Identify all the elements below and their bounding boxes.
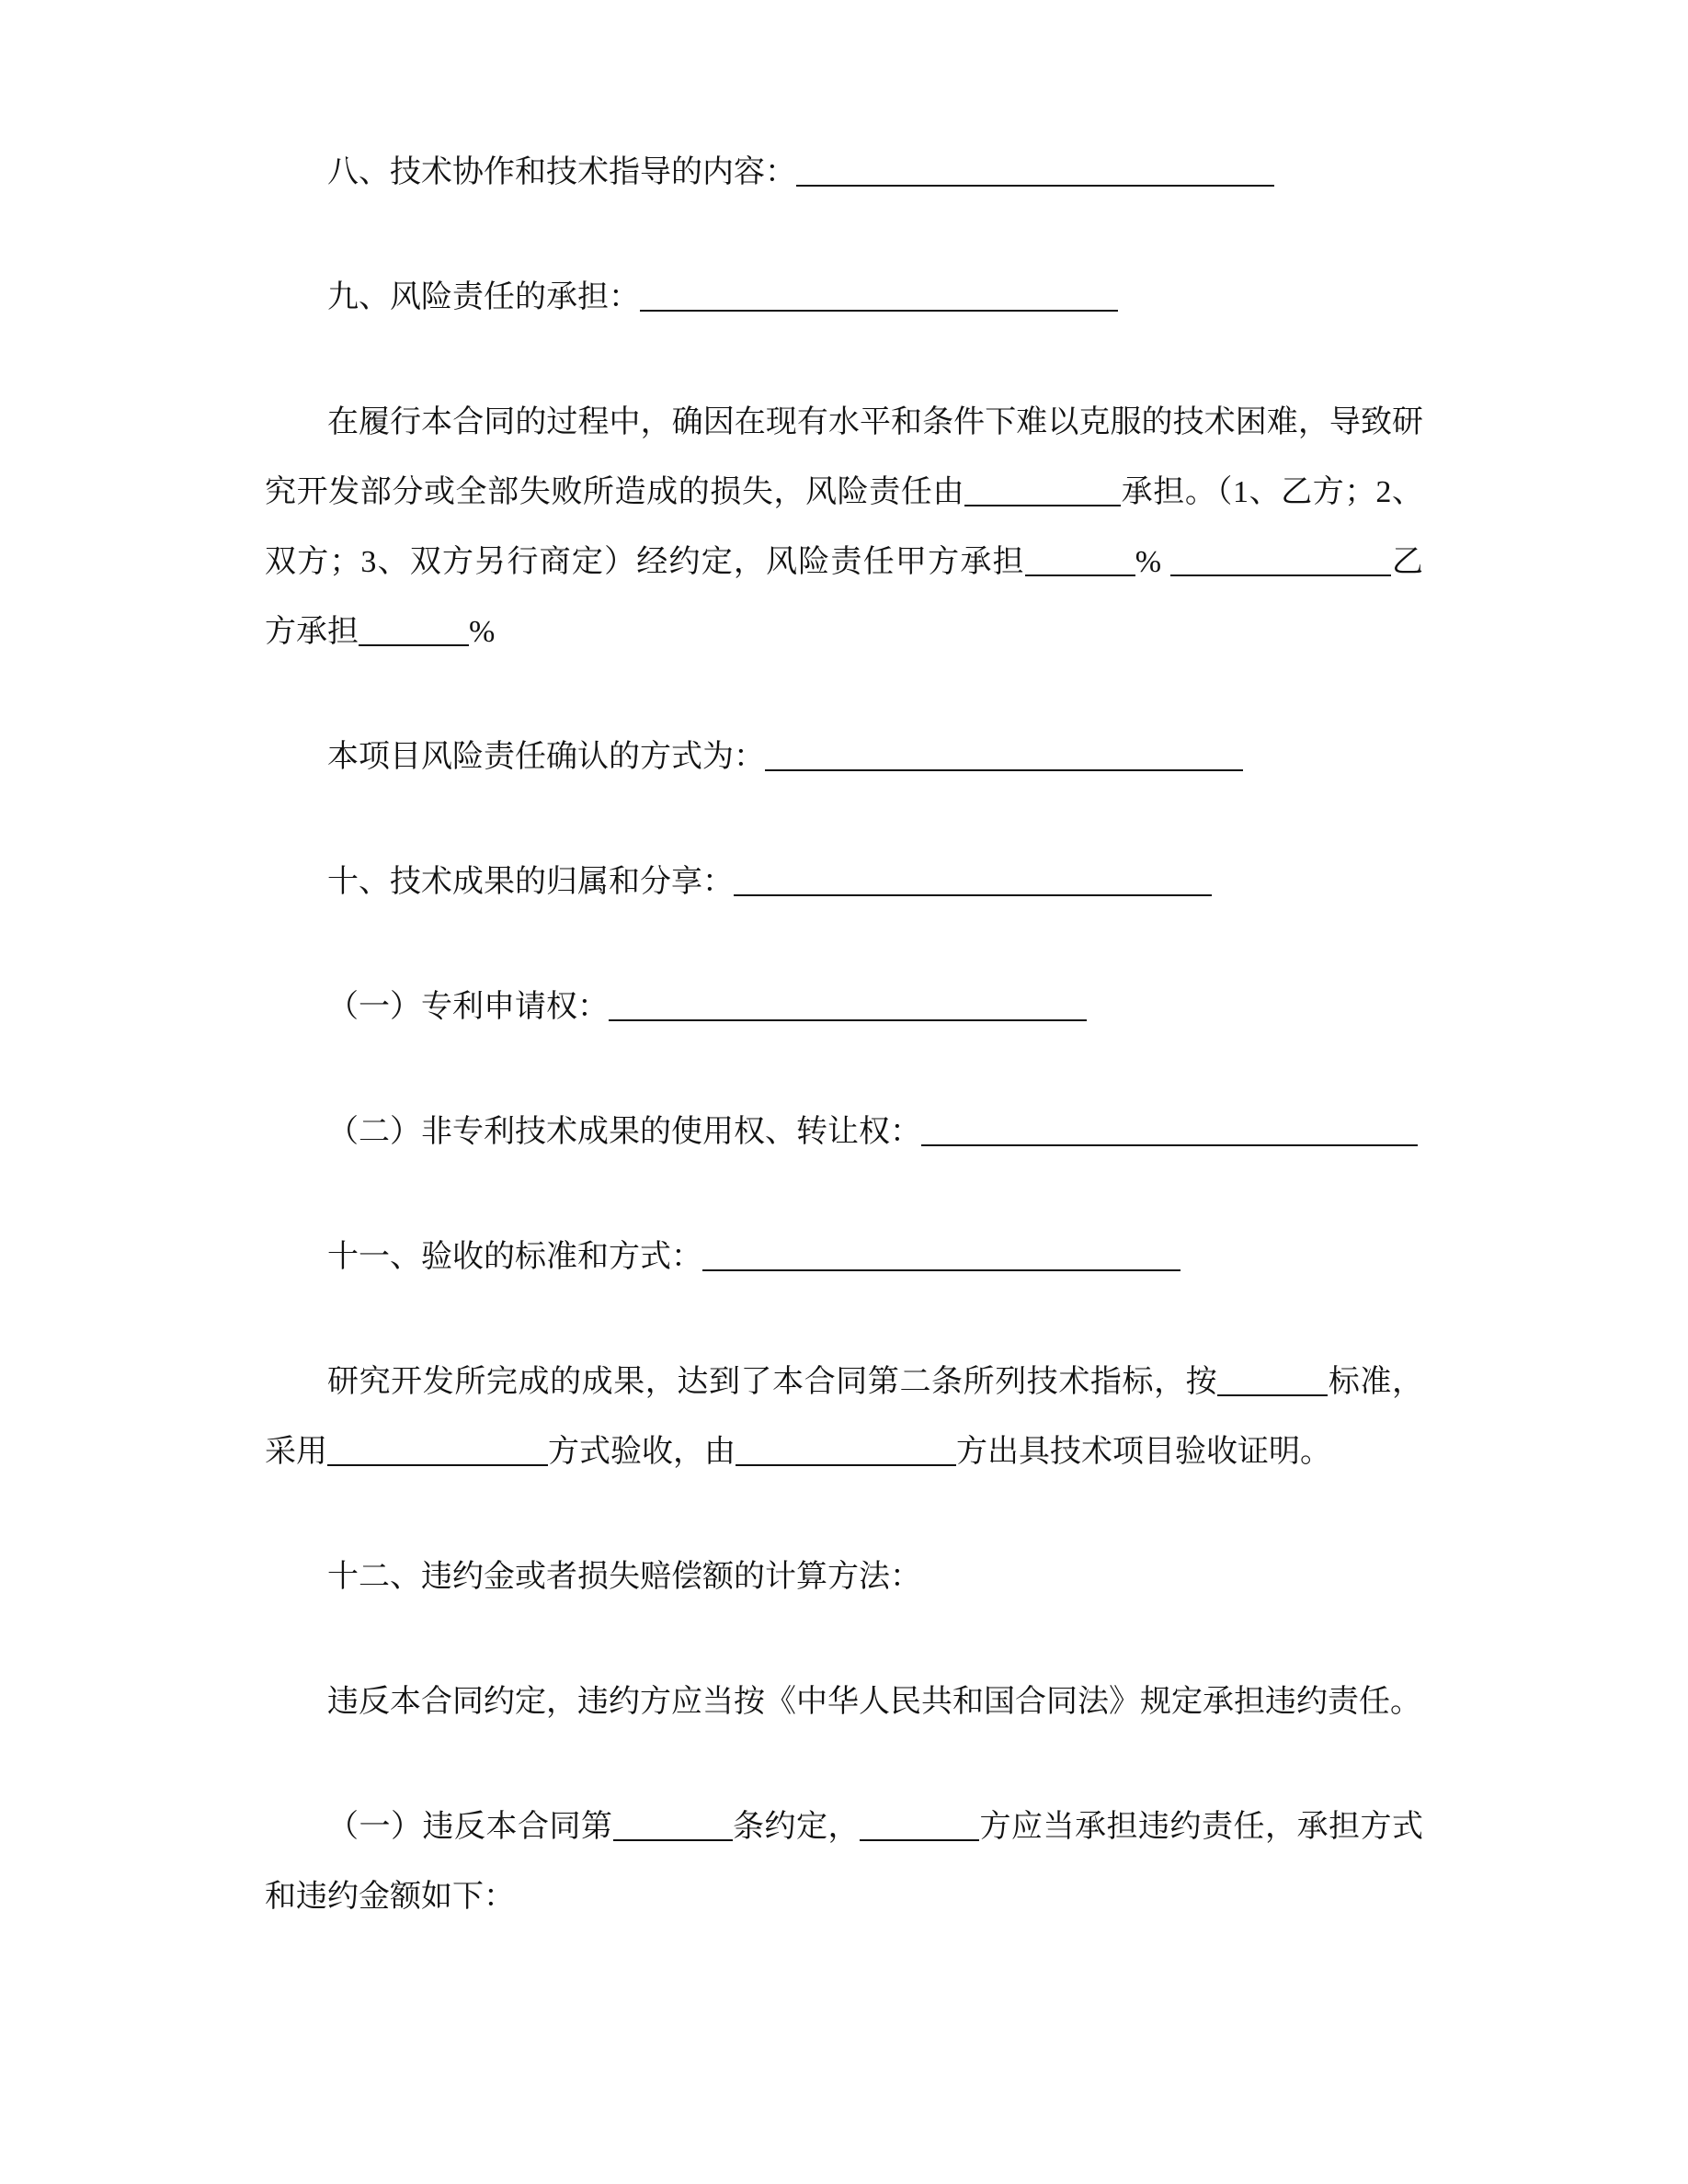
text-run: 十一、验收的标准和方式： [327,1240,702,1274]
blank-fill-line [327,1464,548,1466]
breach-general-paragraph [265,1667,1423,1737]
text-run: （二）非专利技术成果的使用权、转让权： [327,1115,921,1149]
acceptance-paragraph [265,1348,1423,1487]
risk-confirmation-method [265,722,1423,792]
blank-fill-line [796,185,1274,187]
text-run: 承担。（1、乙方；2、双方；3、双方另行商定）经约定，风险责任甲方承担 [265,475,1423,579]
text-run: 标准，采用 [265,1365,1424,1469]
blank-fill-line [1170,574,1391,576]
blank-fill-line [1025,574,1135,576]
text-run: （一）专利申请权： [327,990,609,1024]
text-run: （一）违反本合同第 [327,1810,613,1844]
text-run: 在履行本合同的过程中，确因在现有水平和条件下难以克服的技术困难，导致研究开发部分或全部失败所造成的损失，风险责任由 [265,405,1423,509]
text-run: % [469,615,496,649]
text-run: 十、技术成果的归属和分享： [327,865,734,899]
text-run: 条约定， [732,1810,860,1844]
blank-fill-line [613,1839,733,1841]
document-body [265,138,1423,1932]
text-run: 研究开发所完成的成果，达到了本合同第二条所列技术指标，按 [327,1365,1218,1399]
blank-fill-line [609,1019,1087,1021]
text-run: 违反本合同约定，违约方应当按《中华人民共和国合同法》规定承担违约责任。 [327,1685,1421,1719]
clause-12-breach-penalty [265,1542,1423,1612]
text-run: 方出具技术项目验收证明。 [956,1435,1331,1469]
text-run: 方式验收，由 [548,1435,736,1469]
clause-10-1-patent-application-right [265,973,1423,1042]
blank-fill-line [640,310,1118,312]
blank-fill-line [765,769,1243,771]
blank-fill-line [734,894,1212,896]
text-run: 十二、违约金或者损失赔偿额的计算方法： [327,1560,921,1594]
blank-fill-line [860,1839,979,1841]
text-run: % [1135,545,1170,579]
text-run: 本项目风险责任确认的方式为： [327,740,765,774]
risk-liability-paragraph [265,388,1423,667]
blank-fill-line [736,1464,956,1466]
clause-8-tech-cooperation [265,138,1423,208]
blank-fill-line [702,1269,1180,1271]
clause-10-2-nonpatent-rights [265,1098,1423,1167]
text-run: 方应当承担违约责任，承担方式和违约金额如下： [265,1810,1423,1914]
clause-12-1-breach-detail [265,1792,1423,1932]
clause-11-acceptance-standard [265,1223,1423,1292]
clause-10-result-ownership [265,847,1423,917]
text-run: 乙方承担 [265,545,1424,649]
blank-fill-line [921,1144,1418,1146]
text-run: 八、技术协作和技术指导的内容： [327,155,796,189]
clause-9-risk-liability [265,263,1423,333]
blank-fill-line [1217,1394,1328,1396]
blank-fill-line [359,644,469,646]
text-run: 九、风险责任的承担： [327,280,640,314]
blank-fill-line [964,505,1121,506]
